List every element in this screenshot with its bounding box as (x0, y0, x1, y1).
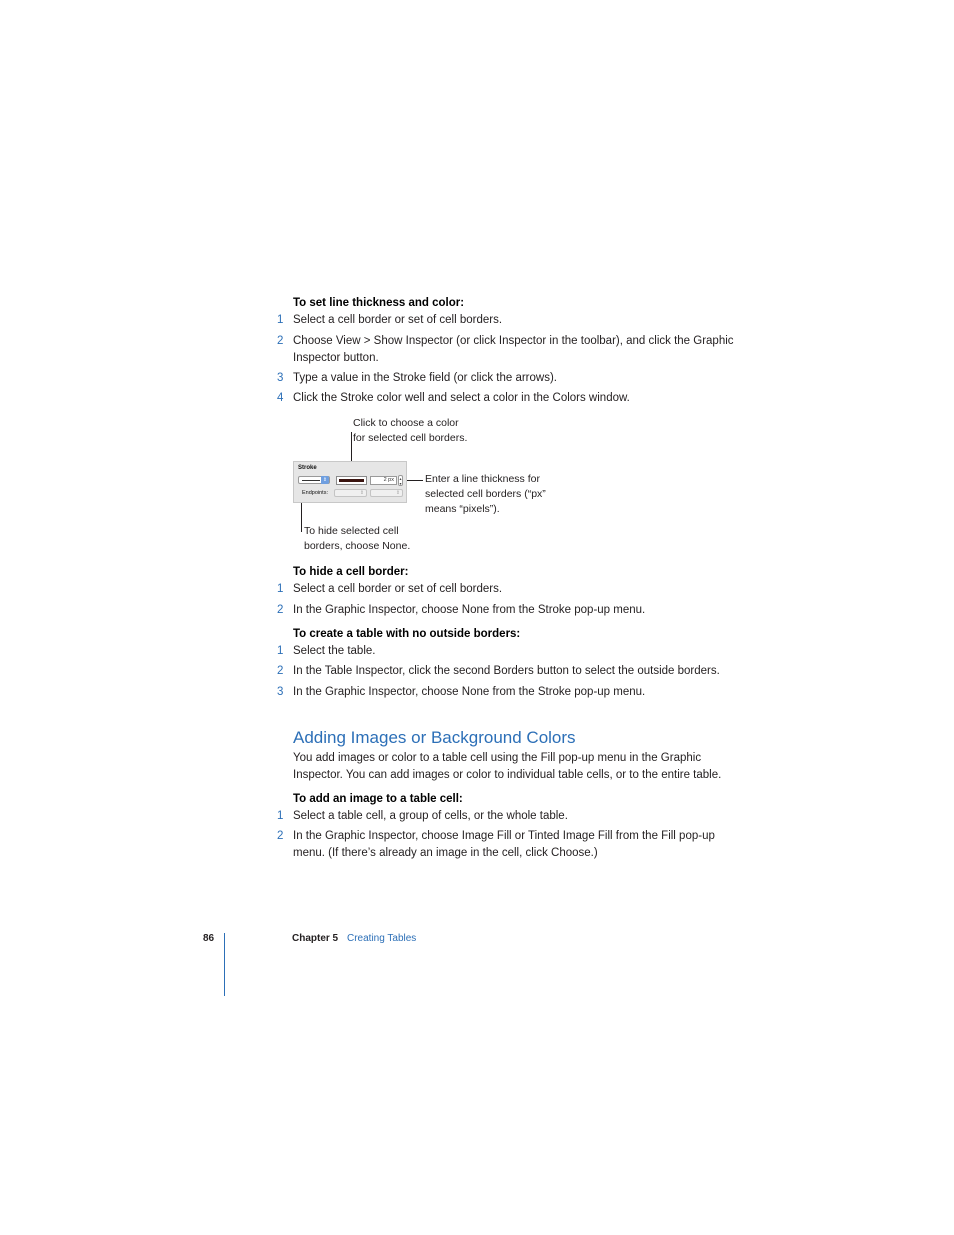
step-number: 4 (277, 392, 284, 404)
callout-color-well: Click to choose a color for selected cell borders. (353, 417, 468, 444)
step-text: Select a cell border or set of cell borders. (293, 583, 503, 595)
stroke-label: Stroke (298, 465, 317, 471)
step-number: 2 (277, 830, 284, 842)
section-title: Adding Images or Background Colors (293, 728, 576, 747)
step-number: 1 (277, 810, 284, 822)
step-number: 1 (277, 314, 284, 326)
line-style-preview (302, 480, 320, 481)
heading-no-outside-borders: To create a table with no outside borders: (293, 628, 521, 640)
stroke-thickness-field[interactable]: 2 px (370, 476, 397, 485)
step-number: 1 (277, 583, 284, 595)
heading-add-image: To add an image to a table cell: (293, 793, 463, 805)
callout-thickness: Enter a line thickness for selected cell borders (“px” means “pixels”). (425, 473, 546, 515)
chapter-title: Creating Tables (347, 933, 417, 944)
stroke-thickness-stepper[interactable]: ▴ ▾ (399, 476, 402, 486)
page-number: 86 (203, 933, 215, 944)
stroke-style-popup[interactable] (298, 476, 330, 484)
footer-divider (224, 933, 225, 996)
step-number: 1 (277, 645, 284, 657)
callout-none: To hide selected cell borders, choose None. (304, 525, 411, 552)
endpoint-start-popup[interactable] (334, 489, 367, 497)
heading-hide-border: To hide a cell border: (293, 566, 409, 578)
step-text: Click the Stroke color well and select a color in the Colors window. (293, 392, 630, 404)
stroke-inspector-panel (293, 461, 407, 503)
stroke-color-well[interactable] (336, 476, 367, 485)
stroke-color-swatch (339, 479, 364, 482)
step-text: In the Graphic Inspector, choose None from the Stroke pop-up menu. (293, 604, 646, 616)
popup-arrows-icon: ⇕ (359, 490, 365, 496)
step-number: 3 (277, 372, 284, 384)
section-intro: You add images or color to a table cell using the Fill pop-up menu in the Graphic Inspector. You can add images or color to individual table cells, or to the entire table. (293, 752, 722, 781)
heading-set-thickness: To set line thickness and color: (293, 297, 465, 309)
step-text: Select a table cell, a group of cells, or the whole table. (293, 810, 568, 822)
step-text: In the Graphic Inspector, choose None from the Stroke pop-up menu. (293, 686, 646, 698)
step-text: Type a value in the Stroke field (or click the arrows). (293, 372, 557, 384)
endpoints-label: Endpoints: (302, 490, 328, 496)
chapter-label: Chapter 5 (292, 933, 339, 944)
step-text: Select the table. (293, 645, 376, 657)
step-text: In the Table Inspector, click the second Borders button to select the outside borders. (293, 665, 720, 677)
step-number: 3 (277, 686, 284, 698)
step-number: 2 (277, 665, 284, 677)
step-number: 2 (277, 604, 284, 616)
step-number: 2 (277, 335, 284, 347)
popup-arrows-icon: ⇕ (395, 490, 401, 496)
popup-arrows-icon: ⇕ (322, 477, 328, 483)
step-text: In the Graphic Inspector, choose Image Fill or Tinted Image Fill from the Fill pop-up menu. (If there’s already an image in the cell, click Choose.) (293, 830, 715, 859)
step-text: Choose View > Show Inspector (or click Inspector in the toolbar), and click the Graphic Inspector button. (293, 335, 734, 364)
step-text: Select a cell border or set of cell borders. (293, 314, 503, 326)
endpoint-end-popup[interactable] (370, 489, 403, 497)
